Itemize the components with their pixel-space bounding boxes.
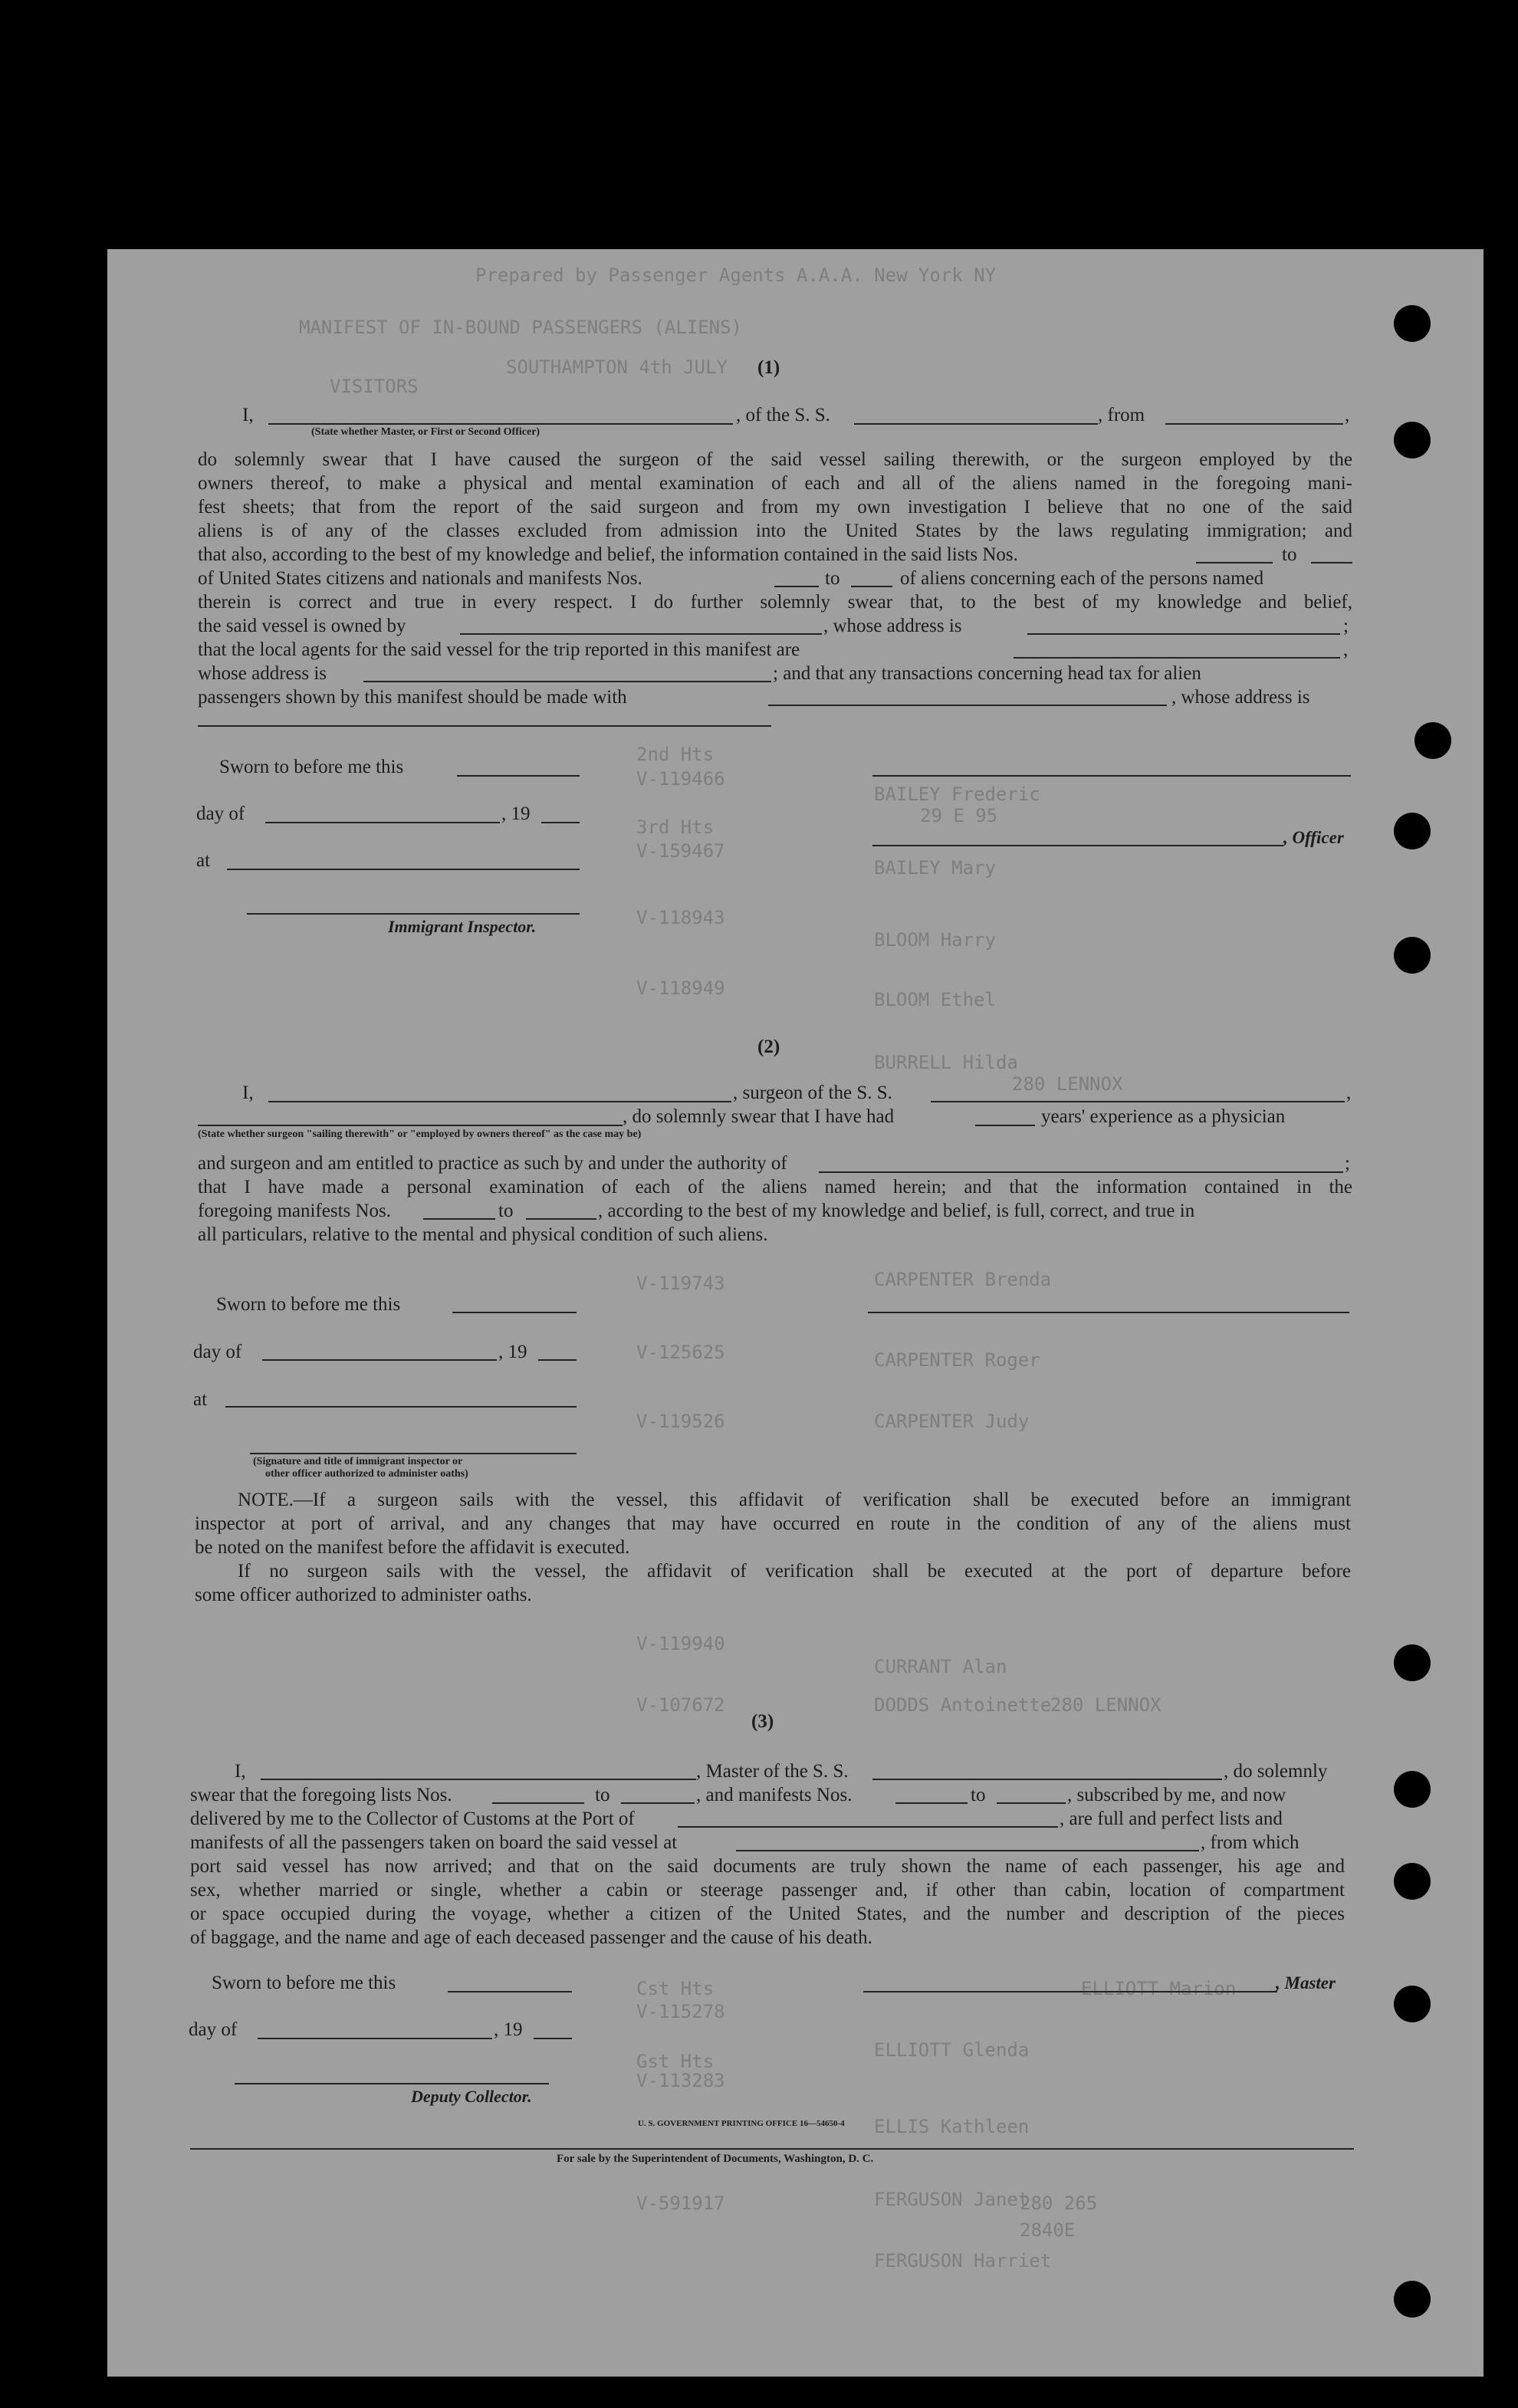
s2-year-label: , 19	[498, 1342, 527, 1362]
s1-lists-from-field[interactable]	[1196, 562, 1273, 563]
s1-head-tax-address-field[interactable]	[198, 725, 771, 727]
s1-oath-text: the said vessel is owned by	[198, 616, 406, 636]
s2-note-text: be noted on the manifest before the affidavit is executed.	[195, 1537, 630, 1558]
bleed-line: CARPENTER Roger	[874, 1349, 1040, 1371]
s1-owner-address-field[interactable]	[1027, 633, 1340, 635]
s2-oath-text: all particulars, relative to the mental and physical condition of such aliens.	[198, 1224, 768, 1245]
s1-sworn-label: Sworn to before me this	[219, 757, 404, 777]
bleed-line: 280 LENNOX	[1050, 1694, 1162, 1716]
s1-lists-to-field[interactable]	[1311, 562, 1352, 563]
s1-oath-text: ;	[1343, 616, 1349, 636]
s3-line3-text: delivered by me to the Collector of Customs at the Port of	[190, 1808, 635, 1829]
s1-agents-address-field[interactable]	[363, 681, 771, 682]
s2-years-field[interactable]	[975, 1125, 1035, 1126]
s1-oath-text: that the local agents for the said vessel for the trip reported in this manifest are	[198, 639, 800, 660]
bleed-line: 3rd Hts	[636, 816, 715, 838]
s2-surgeon-type-field[interactable]	[198, 1125, 623, 1126]
s3-departure-port-field[interactable]	[736, 1850, 1199, 1851]
s1-oath-text: therein is correct and true in every respect. I do further solemnly swear that, to the best of my knowledge and belief,	[198, 592, 1352, 613]
bleed-line: Cst Hts	[636, 1978, 715, 1999]
binder-hole-5	[1394, 937, 1431, 974]
s3-master-signature-field[interactable]	[863, 1991, 1277, 1992]
s3-master-name-field[interactable]	[261, 1779, 696, 1780]
s3-line4-text: , from which	[1201, 1832, 1300, 1853]
s3-deputy-label: Deputy Collector.	[411, 2087, 532, 2106]
bleed-line: DODDS Antoinette	[874, 1694, 1052, 1716]
s2-line1-i: I,	[242, 1082, 254, 1103]
binder-hole-9	[1394, 1986, 1431, 2022]
bleed-line: 280 265	[1020, 2193, 1098, 2214]
s3-line2-text: , subscribed by me, and now	[1067, 1785, 1286, 1805]
section-1-heading: (1)	[757, 357, 780, 378]
binder-hole-7	[1394, 1771, 1431, 1808]
bleed-line: V-115278	[636, 2001, 725, 2022]
s3-line1-text: , do solemnly	[1224, 1761, 1328, 1782]
bleed-line: V-113283	[636, 2070, 725, 2091]
gpo-imprint: U. S. GOVERNMENT PRINTING OFFICE 16—54650-4	[638, 2119, 845, 2128]
s1-day-of-label: day of	[196, 803, 245, 824]
s3-line2-text: , and manifests Nos.	[696, 1785, 853, 1805]
s1-oath-text: , whose address is	[823, 616, 962, 636]
s2-note-text: some officer authorized to administer oaths.	[195, 1585, 532, 1605]
s2-year-field[interactable]	[538, 1359, 577, 1361]
s2-day-of-field[interactable]	[262, 1359, 497, 1361]
s1-oath-text: whose address is	[198, 663, 327, 684]
s2-manifests-from-field[interactable]	[423, 1218, 495, 1220]
s1-vessel-field[interactable]	[854, 423, 1098, 425]
s2-authority-field[interactable]	[819, 1171, 1343, 1173]
bleed-line: 280 LENNOX	[1012, 1073, 1123, 1095]
s2-inspector-signature-field[interactable]	[250, 1453, 577, 1454]
s3-manifests-to-field[interactable]	[997, 1802, 1066, 1804]
s2-oath-text: , according to the best of my knowledge and belief, is full, correct, and true in	[598, 1201, 1195, 1221]
s1-oath-text: of United States citizens and nationals and manifests Nos.	[198, 568, 642, 589]
s3-manifests-from-field[interactable]	[895, 1802, 968, 1804]
bleed-line: V-118949	[636, 977, 725, 999]
s1-oath-text: of aliens concerning each of the persons named	[900, 568, 1264, 589]
s3-day-of-label: day of	[189, 2019, 238, 2040]
s2-manifests-to-field[interactable]	[526, 1218, 596, 1220]
s2-sworn-date-field[interactable]	[452, 1312, 577, 1313]
s1-oath-text: ,	[1343, 639, 1349, 660]
s2-at-field[interactable]	[225, 1406, 577, 1408]
bleed-line: V-125625	[636, 1342, 725, 1363]
s3-line1-text: I,	[235, 1761, 246, 1782]
bleed-line: BAILEY Frederic	[874, 784, 1040, 805]
bleed-line: FERGUSON Janet	[874, 2189, 1030, 2210]
s1-officer-signature-field[interactable]	[872, 845, 1283, 846]
s3-year-field[interactable]	[534, 2038, 572, 2039]
s3-line4-text: manifests of all the passengers taken on board the said vessel at	[190, 1832, 678, 1853]
s3-line2-text: to	[595, 1785, 610, 1805]
s1-line1-comma: ,	[1345, 405, 1350, 425]
bleed-line: SOUTHAMPTON 4th JULY	[506, 356, 728, 378]
bleed-line: 2nd Hts	[636, 744, 715, 765]
s3-lists-to-field[interactable]	[621, 1802, 695, 1804]
bleed-line: FERGUSON Harriet	[874, 2250, 1052, 2272]
s1-sworn-date-field[interactable]	[457, 775, 580, 777]
s1-head-tax-field[interactable]	[768, 705, 1167, 706]
s3-day-of-field[interactable]	[258, 2038, 492, 2039]
s2-vessel-field[interactable]	[931, 1101, 1345, 1102]
s1-master-signature-field[interactable]	[872, 775, 1351, 777]
s2-oath-text: to	[498, 1201, 514, 1221]
s1-year-field[interactable]	[541, 822, 580, 823]
bleed-line: BLOOM Ethel	[874, 989, 996, 1010]
bleed-line: MANIFEST OF IN-BOUND PASSENGERS (ALIENS)	[299, 317, 742, 338]
s2-line1-text: , surgeon of the S. S.	[733, 1082, 892, 1103]
s1-oath-text: that also, according to the best of my knowledge and belief, the information contained in the said lists Nos.	[198, 544, 1018, 565]
s2-line2-text: , do solemnly swear that I have had	[623, 1106, 895, 1127]
s1-day-of-field[interactable]	[265, 822, 500, 823]
binder-hole-10	[1394, 2281, 1431, 2318]
s2-note-text: If no surgeon sails with the vessel, the affidavit of verification shall be executed at the port of departure before	[238, 1561, 1351, 1582]
bleed-line: V-119466	[636, 768, 725, 790]
bleed-line: 29 E 95	[920, 805, 998, 826]
s1-oath-text: , whose address is	[1171, 687, 1310, 708]
s1-owner-field[interactable]	[460, 633, 822, 635]
section-2-heading: (2)	[757, 1036, 780, 1057]
s2-caption: (State whether surgeon "sailing therewith" or "employed by owners thereof" as the case may be)	[198, 1128, 642, 1140]
s2-oath-text: that I have made a personal examination of each of the aliens named herein; and that the information contained in the	[198, 1177, 1352, 1197]
s2-surgeon-name-field[interactable]	[268, 1101, 731, 1102]
binder-hole-6	[1394, 1644, 1431, 1681]
s3-oath-text: or space occupied during the voyage, whether a citizen of the United States, and the number and description of the pieces	[190, 1904, 1345, 1924]
s1-at-label: at	[196, 850, 211, 871]
s1-at-field[interactable]	[227, 869, 580, 870]
s1-inspector-label: Immigrant Inspector.	[388, 917, 537, 936]
bleed-line: V-159467	[636, 840, 725, 862]
s3-oath-text: of baggage, and the name and age of each deceased passenger and the cause of his death.	[190, 1927, 872, 1948]
bleed-line: CARPENTER Brenda	[874, 1269, 1052, 1290]
s3-line2-text: to	[971, 1785, 986, 1805]
s2-note-text: NOTE.—If a surgeon sails with the vessel, this affidavit of verification shall be executed before an immigrant	[238, 1490, 1351, 1510]
s3-sworn-date-field[interactable]	[448, 1991, 572, 1992]
bleed-line: CURRANT Alan	[874, 1656, 1007, 1677]
s1-line1-caption: (State whether Master, or First or Second Officer)	[311, 426, 540, 438]
section-3-heading: (3)	[751, 1711, 774, 1732]
s1-oath-text: owners thereof, to make a physical and mental examination of each and all of the aliens named in the foregoing mani-	[198, 473, 1352, 494]
binder-hole-3	[1414, 722, 1451, 759]
s2-sig-caption: other officer authorized to administer oaths)	[265, 1468, 468, 1480]
s1-line1-from: , from	[1098, 405, 1145, 425]
s3-line2-text: swear that the foregoing lists Nos.	[190, 1785, 452, 1805]
s1-oath-text: to	[825, 568, 840, 589]
s1-oath-text: to	[1282, 544, 1297, 565]
s3-line3-text: , are full and perfect lists and	[1060, 1808, 1283, 1829]
footer-rule	[190, 2148, 1354, 2150]
bleed-line: Prepared by Passenger Agents A.A.A. New York NY	[475, 264, 997, 286]
footer-sale-notice: For sale by the Superintendent of Documents, Washington, D. C.	[557, 2153, 874, 2165]
s1-manifests-to-field[interactable]	[851, 586, 892, 587]
bleed-line: V-119940	[636, 1633, 725, 1654]
bleed-line: V-591917	[636, 2193, 725, 2214]
s2-line3-text: ;	[1345, 1153, 1350, 1174]
s2-day-of-label: day of	[193, 1342, 242, 1362]
bleed-line: CARPENTER Judy	[874, 1411, 1030, 1432]
s1-oath-text: passengers shown by this manifest should be made with	[198, 687, 627, 708]
bleed-line: BURRELL Hilda	[874, 1052, 1018, 1073]
bleed-line: ELLIOTT Marion	[1081, 1978, 1237, 1999]
binder-hole-4	[1394, 813, 1431, 849]
s1-officer-label: , Officer	[1283, 828, 1344, 847]
s1-year-label: , 19	[501, 803, 531, 824]
s2-line1-comma: ,	[1346, 1082, 1352, 1103]
s3-vessel-field[interactable]	[872, 1779, 1222, 1780]
s1-local-agents-field[interactable]	[1014, 657, 1340, 659]
bleed-line: BAILEY Mary	[874, 857, 996, 879]
s2-surgeon-signature-field[interactable]	[868, 1312, 1349, 1313]
bleed-line: V-119526	[636, 1411, 725, 1432]
s2-oath-text: foregoing manifests Nos.	[198, 1201, 392, 1221]
bleed-line: V-118943	[636, 907, 725, 928]
s3-oath-text: port said vessel has now arrived; and that on the said documents are truly shown the name of each passenger, his age and	[190, 1856, 1345, 1877]
s2-line2-text: years' experience as a physician	[1041, 1106, 1286, 1127]
binder-hole-1	[1394, 305, 1431, 342]
s1-officer-name-field[interactable]	[268, 423, 733, 425]
s1-oath-text: fest sheets; that from the report of the said surgeon and from my own investigation I believe that no one of the said	[198, 497, 1352, 517]
s1-oath-text: ; and that any transactions concerning head tax for alien	[773, 663, 1201, 684]
s2-at-label: at	[193, 1389, 208, 1410]
s3-port-field[interactable]	[678, 1826, 1058, 1828]
s3-lists-from-field[interactable]	[492, 1802, 584, 1804]
s1-manifests-from-field[interactable]	[774, 586, 819, 587]
s1-from-field[interactable]	[1165, 423, 1343, 425]
s2-sig-caption: (Signature and title of immigrant inspector or	[253, 1456, 463, 1467]
s3-master-label: , Master	[1276, 1973, 1336, 1992]
bleed-line: ELLIS Kathleen	[874, 2116, 1030, 2137]
bleed-line: 2840E	[1020, 2219, 1076, 2241]
bleed-line: V-119743	[636, 1273, 725, 1294]
s3-year-label: , 19	[494, 2019, 523, 2040]
bleed-line: V-107672	[636, 1694, 725, 1716]
s3-oath-text: sex, whether married or single, whether a cabin or steerage passenger and, if other than cabin, location of compartment	[190, 1880, 1345, 1900]
s1-line1-i: I,	[242, 405, 254, 425]
binder-hole-8	[1394, 1863, 1431, 1900]
s1-oath-text: aliens is of any of the classes excluded from admission into the United States by the laws regulating immigration; and	[198, 521, 1352, 541]
s1-oath-text: do solemnly swear that I have caused the surgeon of the said vessel sailing therewith, or the surgeon employed by the	[198, 449, 1352, 470]
bleed-line: Gst Hts	[636, 2051, 715, 2072]
binder-hole-2	[1394, 422, 1431, 458]
bleed-line: VISITORS	[330, 376, 419, 397]
s2-line3-text: and surgeon and am entitled to practice as such by and under the authority of	[198, 1153, 787, 1174]
bleed-line: BLOOM Harry	[874, 929, 996, 951]
s2-sworn-label: Sworn to before me this	[216, 1294, 401, 1315]
bleed-line: ELLIOTT Glenda	[874, 2039, 1030, 2061]
s3-sworn-label: Sworn to before me this	[212, 1973, 396, 1993]
s2-note-text: inspector at port of arrival, and any changes that may have occurred en route in the condition of any of the aliens must	[195, 1513, 1351, 1534]
s3-line1-text: , Master of the S. S.	[696, 1761, 849, 1782]
s1-line1-ss: , of the S. S.	[736, 405, 830, 425]
